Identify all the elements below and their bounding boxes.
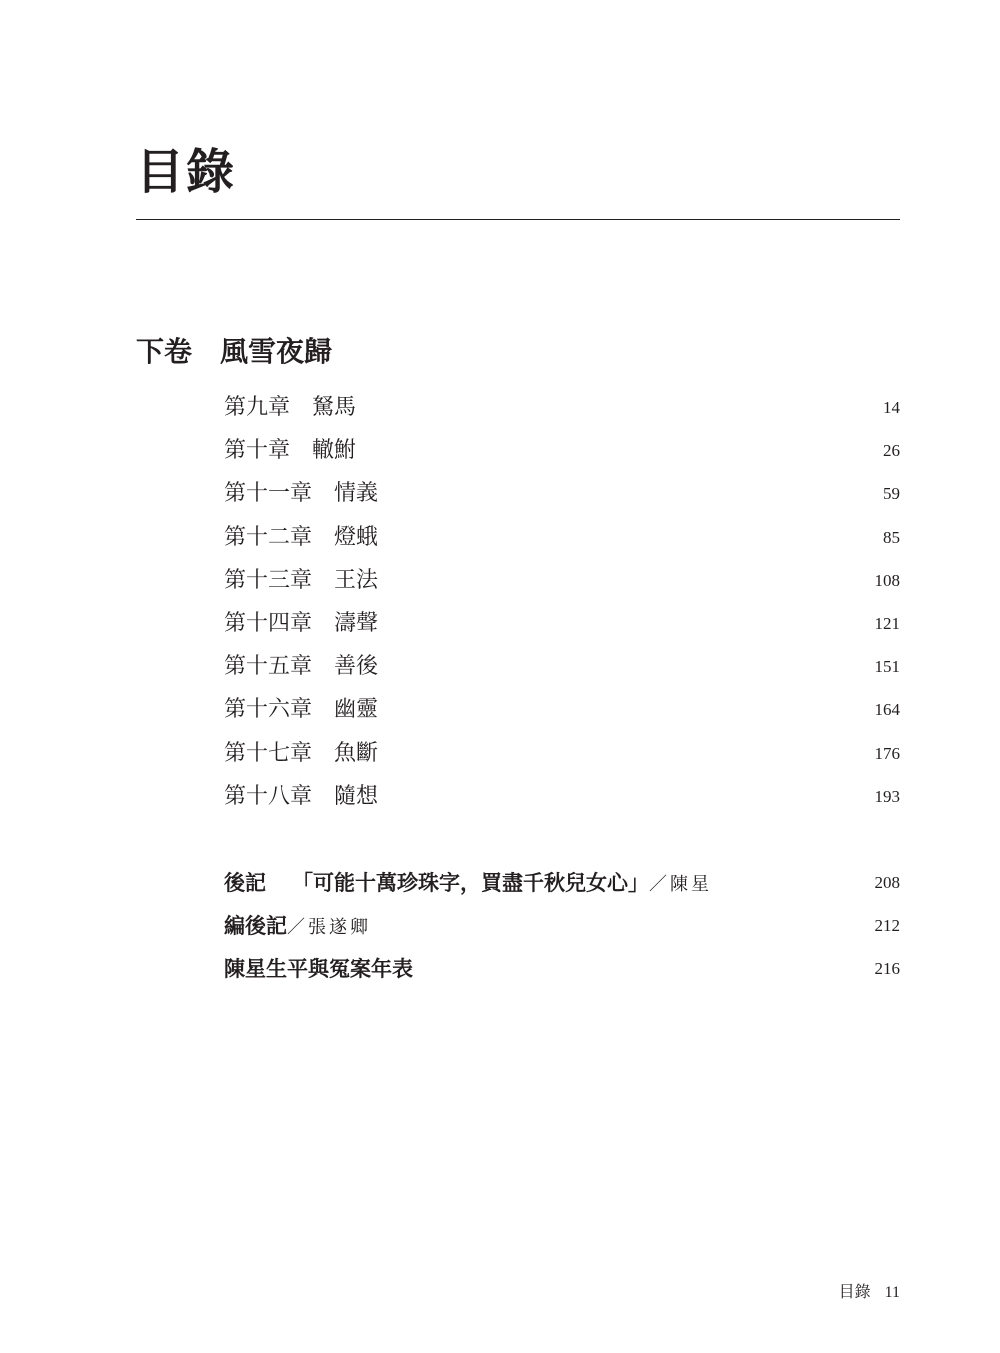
page-number: 176	[874, 744, 900, 763]
volume-heading	[136, 330, 332, 374]
back-matter-author: ／張遂卿	[287, 917, 371, 938]
toc-entry[interactable]	[224, 737, 900, 771]
chapter-number: 第十五章	[224, 654, 313, 679]
back-matter-entry[interactable]	[224, 909, 900, 943]
page-number: 108	[874, 571, 900, 590]
toc-entry[interactable]	[224, 650, 900, 684]
back-matter-quote: 「可能十萬珍珠字，買盡千秋兒女心」	[292, 870, 649, 895]
page-number: 208	[874, 873, 900, 892]
toc-entry[interactable]	[224, 391, 900, 425]
toc-entry[interactable]	[224, 521, 900, 555]
back-matter-label: 陳星生平與冤案年表	[224, 956, 413, 981]
toc-entry[interactable]	[224, 693, 900, 727]
chapter-number: 第十四章	[224, 611, 313, 636]
chapter-title: 轍鮒	[312, 438, 357, 463]
page-number: 151	[874, 657, 900, 676]
page-number: 26	[883, 441, 900, 460]
chapter-title: 幽靈	[334, 697, 379, 722]
chapter-number: 第十一章	[224, 481, 313, 506]
chapter-title: 魚斷	[334, 741, 379, 766]
page-number: 212	[874, 916, 900, 935]
page-number: 164	[874, 700, 900, 719]
chapter-number: 第十七章	[224, 741, 313, 766]
page-number: 85	[883, 528, 900, 547]
chapter-title: 情義	[334, 481, 379, 506]
toc-entry[interactable]	[224, 477, 900, 511]
page-number: 59	[883, 484, 900, 503]
folio: 11	[884, 1284, 900, 1301]
chapter-title: 善後	[334, 654, 379, 679]
volume-label: 下卷	[136, 335, 193, 368]
chapter-number: 第十八章	[224, 784, 313, 809]
back-matter-entry[interactable]	[224, 866, 900, 900]
chapter-title: 王法	[334, 568, 379, 593]
title-divider	[136, 219, 900, 220]
back-matter-label: 後記	[224, 870, 266, 895]
toc-entry[interactable]	[224, 607, 900, 641]
toc-entry[interactable]	[224, 780, 900, 814]
chapter-title: 隨想	[334, 784, 379, 809]
chapter-title: 駑馬	[312, 395, 357, 420]
chapter-number: 第十六章	[224, 697, 313, 722]
page-number: 216	[874, 959, 900, 978]
page-title: 目錄	[136, 144, 237, 200]
chapter-number: 第九章	[224, 395, 291, 420]
page-number: 121	[874, 614, 900, 633]
volume-name: 風雪夜歸	[220, 335, 333, 368]
running-footer	[839, 1279, 900, 1305]
chapter-title: 濤聲	[334, 611, 379, 636]
chapter-title: 燈蛾	[334, 525, 379, 550]
toc-entry[interactable]	[224, 564, 900, 598]
back-matter-author: ／陳星	[649, 874, 712, 895]
chapter-number: 第十章	[224, 438, 291, 463]
back-matter-entry[interactable]	[224, 952, 900, 986]
toc-entry[interactable]	[224, 434, 900, 468]
running-title: 目錄	[838, 1282, 871, 1301]
chapter-number: 第十三章	[224, 568, 313, 593]
chapter-number: 第十二章	[224, 525, 313, 550]
page-number: 193	[874, 787, 900, 806]
back-matter-label: 編後記	[224, 913, 287, 938]
page-number: 14	[883, 398, 900, 417]
